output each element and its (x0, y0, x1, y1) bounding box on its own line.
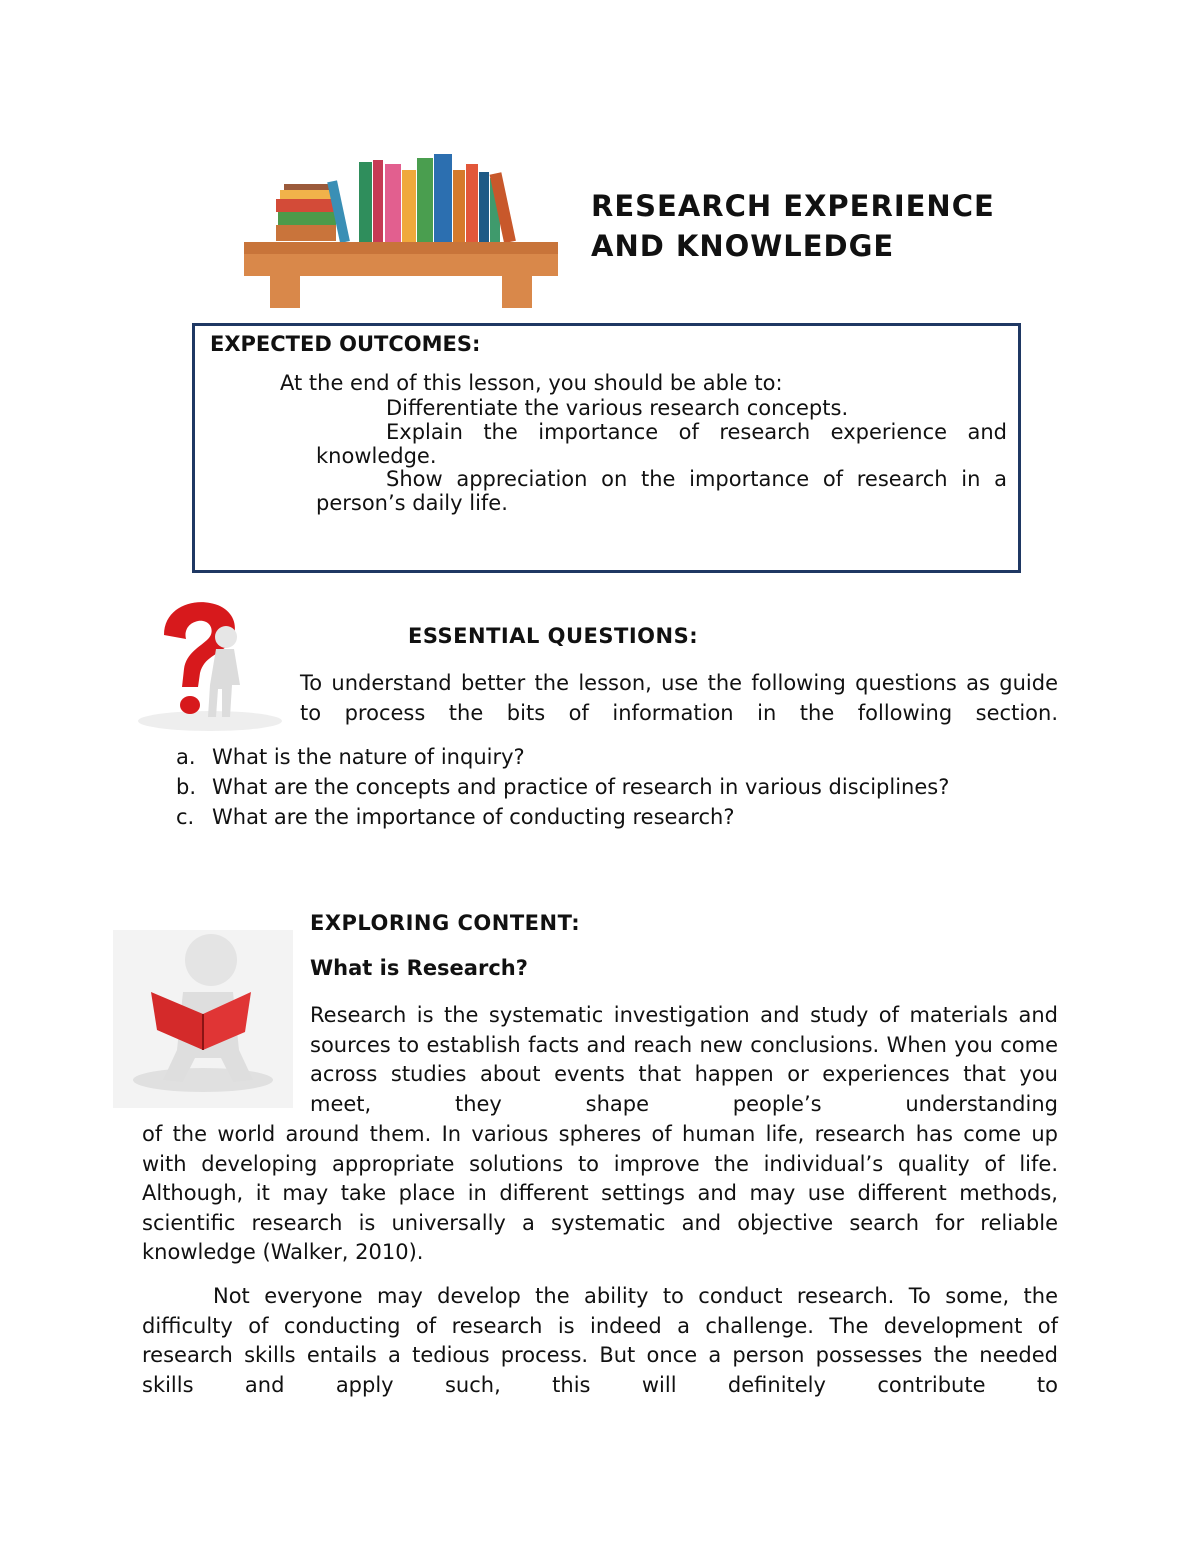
bookshelf-illustration (240, 150, 562, 312)
expected-outcomes-heading: EXPECTED OUTCOMES: (210, 332, 481, 356)
page-title (591, 186, 995, 266)
list-marker: c. (176, 805, 195, 829)
outcome-item: Explain the importance of research experience and knowledge. (316, 420, 1007, 468)
list-marker: a. (176, 745, 196, 769)
paragraph: Research is the systematic investigation and study of materials and sources to establish facts and reach new conclusions. When you come across studies about events that happen or experiences that you meet, they shape people’s understanding (310, 1003, 1058, 1116)
essential-questions-heading: ESSENTIAL QUESTIONS: (408, 624, 699, 648)
section-subheading: What is Research? (310, 956, 528, 980)
paragraph: Not everyone may develop the ability to conduct research. To some, the difficulty of conducting of research is indeed a challenge. The development of research skills entails a tedious process. But once a person possesses the needed skills and apply such, this will definitely contribute to (142, 1284, 1058, 1397)
paragraph: of the world around them. In various spheres of human life, research has come up with developing appropriate solutions to improve the individual’s quality of life. Although, it may take place in different settings and may use different methods, scientific research is universally a systematic and objective search for reliable knowledge (Walker, 2010). (142, 1122, 1058, 1265)
question-figure-illustration (130, 595, 285, 735)
question-text: What are the concepts and practice of research in various disciplines? (212, 775, 950, 799)
question-text: What are the importance of conducting research? (212, 805, 735, 829)
title-line-1: RESEARCH EXPERIENCE (591, 189, 995, 223)
list-item (176, 742, 949, 772)
exploring-content-heading: EXPLORING CONTENT: (310, 911, 581, 935)
expected-outcomes-intro: At the end of this lesson, you should be able to: (280, 371, 783, 395)
outcome-item: Show appreciation on the importance of research in a person’s daily life. (316, 467, 1007, 515)
outcome-item: Differentiate the various research concepts. (386, 396, 849, 420)
list-item (176, 772, 949, 802)
list-marker: b. (176, 775, 197, 799)
title-line-2: AND KNOWLEDGE (591, 229, 895, 263)
essential-questions-intro: To understand better the lesson, use the following questions as guide to process the bits of information in the following section. (300, 671, 1058, 725)
questions-list (176, 742, 949, 832)
reading-figure-illustration (113, 930, 293, 1108)
question-text: What is the nature of inquiry? (212, 745, 525, 769)
list-item (176, 802, 949, 832)
